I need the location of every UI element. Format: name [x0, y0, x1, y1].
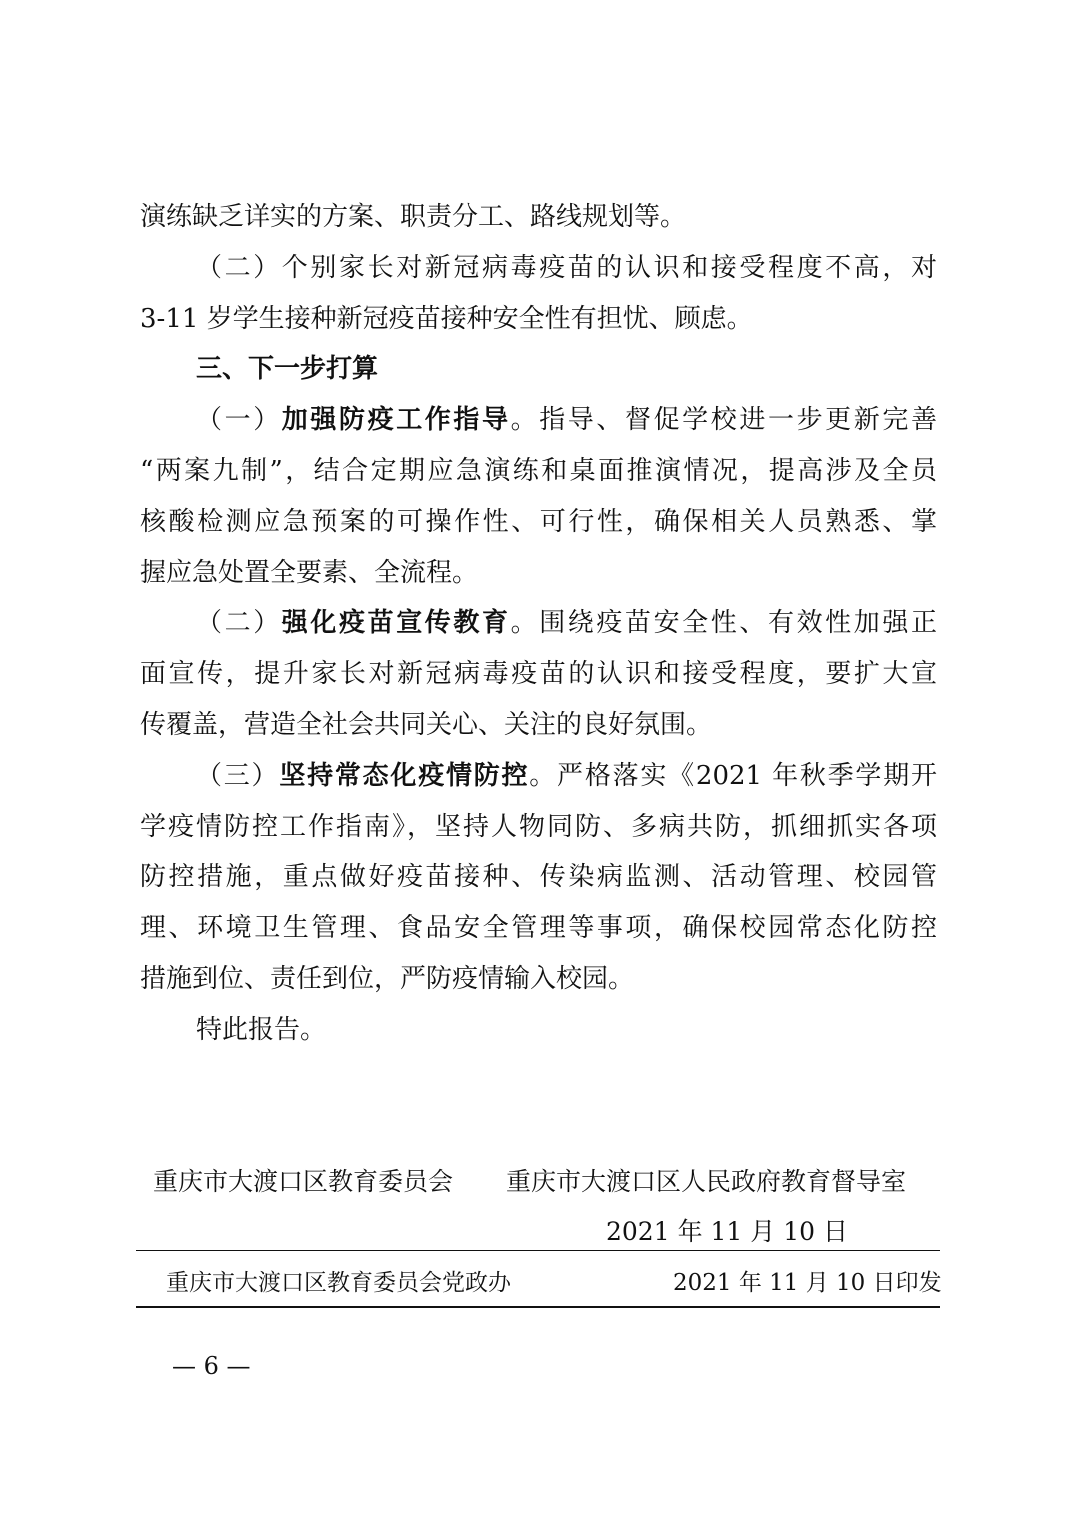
- text-segment: （三）: [196, 760, 280, 791]
- paragraph-line: [196, 603, 937, 643]
- paragraph-line: [140, 553, 937, 593]
- paragraph-line: [196, 1010, 937, 1050]
- paragraph-line: [140, 502, 937, 542]
- text-segment: 措施到位、责任到位，严防疫情输入校园。: [140, 964, 635, 994]
- text-segment: 面宣传，提升家长对新冠病毒疫苗的认识和接受程度，要扩大宣: [140, 659, 937, 690]
- signature-org-2: 重庆市大渡口区人民政府教育督导室: [506, 1167, 907, 1196]
- paragraph-line: [196, 400, 937, 440]
- divider-bottom: [136, 1306, 940, 1308]
- paragraph-line: [140, 807, 937, 847]
- text-segment: 握应急处置全要素、全流程。: [140, 557, 479, 588]
- paragraph-line: [140, 299, 937, 339]
- bold-lead-text: 坚持常态化疫情防控: [279, 760, 530, 791]
- footer-issue-date: 2021 年 11 月 10 日印发: [673, 1270, 942, 1296]
- paragraph-line: [196, 248, 937, 288]
- footer-issuer: 重庆市大渡口区教育委员会党政办: [166, 1270, 511, 1296]
- text-segment: 传覆盖，营造全社会共同关心、关注的良好氛围。: [140, 710, 713, 740]
- text-segment: 。指导、督促学校进一步更新完善: [510, 405, 937, 436]
- text-segment: 。严格落实《2021 年秋季学期开: [529, 760, 937, 791]
- paragraph-line: [140, 959, 937, 999]
- signature-date: 2021 年 11 月 10 日: [606, 1217, 848, 1246]
- text-segment: 演练缺乏详实的方案、职责分工、路线规划等。: [140, 202, 687, 232]
- paragraph-line: [196, 756, 937, 796]
- paragraph-line: [140, 705, 937, 745]
- paragraph-line: [140, 654, 937, 694]
- text-segment: 理、环境卫生管理、食品安全管理等事项，确保校园常态化防控: [140, 913, 937, 944]
- signature-org-1: 重庆市大渡口区教育委员会: [153, 1167, 454, 1196]
- text-segment: 防控措施，重点做好疫苗接种、传染病监测、活动管理、校园管: [140, 862, 937, 893]
- text-segment: 3-11 岁学生接种新冠疫苗接种安全性有担忧、顾虑。: [140, 303, 753, 334]
- text-segment: 三、下一步打算: [196, 354, 379, 385]
- text-segment: （一）: [196, 405, 282, 436]
- section-heading: [196, 349, 937, 389]
- text-segment: “两案九制”，结合定期应急演练和桌面推演情况，提高涉及全员: [140, 456, 937, 486]
- text-segment: 。围绕疫苗安全性、有效性加强正: [510, 608, 937, 639]
- paragraph-line: [140, 451, 937, 491]
- text-segment: （二）: [196, 608, 282, 639]
- paragraph-line: [140, 197, 937, 237]
- text-segment: 学疫情防控工作指南》，坚持人物同防、多病共防，抓细抓实各项: [140, 811, 937, 842]
- bold-lead-text: 加强防疫工作指导: [281, 405, 511, 436]
- text-segment: （二）个别家长对新冠病毒疫苗的认识和接受程度不高，对: [196, 252, 937, 283]
- page-number: — 6 —: [172, 1352, 251, 1380]
- paragraph-line: [140, 857, 937, 897]
- divider-top: [136, 1250, 940, 1251]
- text-segment: 核酸检测应急预案的可操作性、可行性，确保相关人员熟悉、掌: [140, 506, 937, 537]
- bold-lead-text: 强化疫苗宣传教育: [281, 608, 511, 639]
- paragraph-line: [140, 908, 937, 948]
- text-segment: 特此报告。: [196, 1014, 327, 1045]
